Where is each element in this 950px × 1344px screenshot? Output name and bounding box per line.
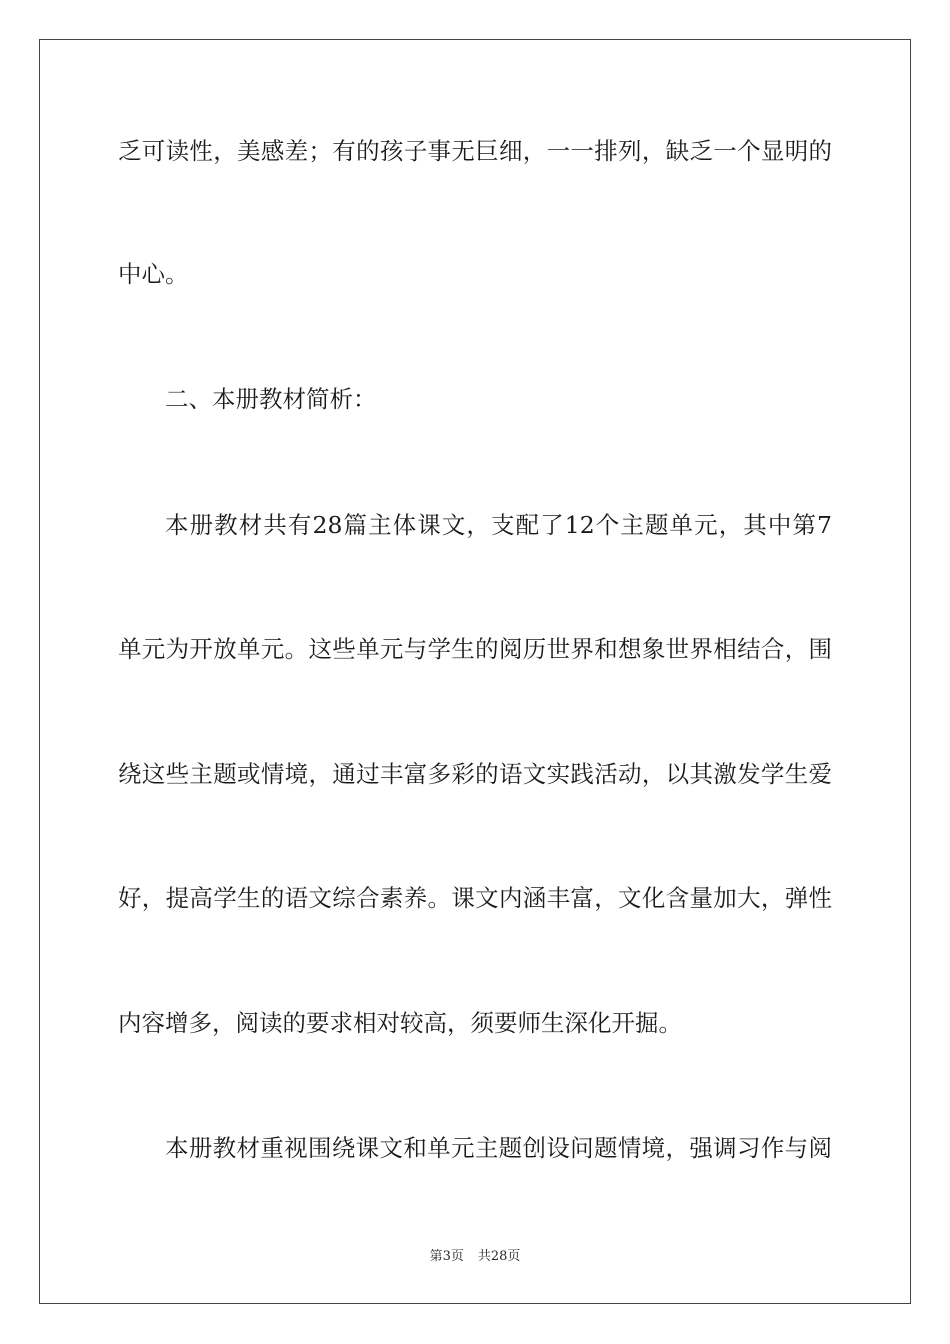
paragraph-line: 单元为开放单元。这些单元与学生的阅历世界和想象世界相结合，围 [118, 635, 832, 663]
page-number: 第3页 [429, 1249, 464, 1264]
paragraph-line: 乏可读性，美感差；有的孩子事无巨细，一一排列，缺乏一个显明的 [118, 137, 832, 165]
paragraph-line: 好，提高学生的语文综合素养。课文内涵丰富，文化含量加大，弹性 [118, 884, 832, 912]
page-total: 共28页 [477, 1249, 521, 1264]
section-heading: 二、本册教材简析： [165, 385, 377, 413]
page-footer [0, 1248, 950, 1266]
paragraph-line: 本册教材重视围绕课文和单元主题创设问题情境，强调习作与阅 [165, 1134, 832, 1162]
paragraph-line: 绕这些主题或情境，通过丰富多彩的语文实践活动，以其激发学生爱 [118, 760, 832, 788]
page-border [39, 39, 911, 1304]
paragraph-line: 本册教材共有28篇主体课文，支配了12个主题单元，其中第7 [165, 511, 832, 539]
paragraph-line: 内容增多，阅读的要求相对较高，须要师生深化开掘。 [118, 1009, 682, 1037]
paragraph-line: 中心。 [118, 260, 189, 288]
